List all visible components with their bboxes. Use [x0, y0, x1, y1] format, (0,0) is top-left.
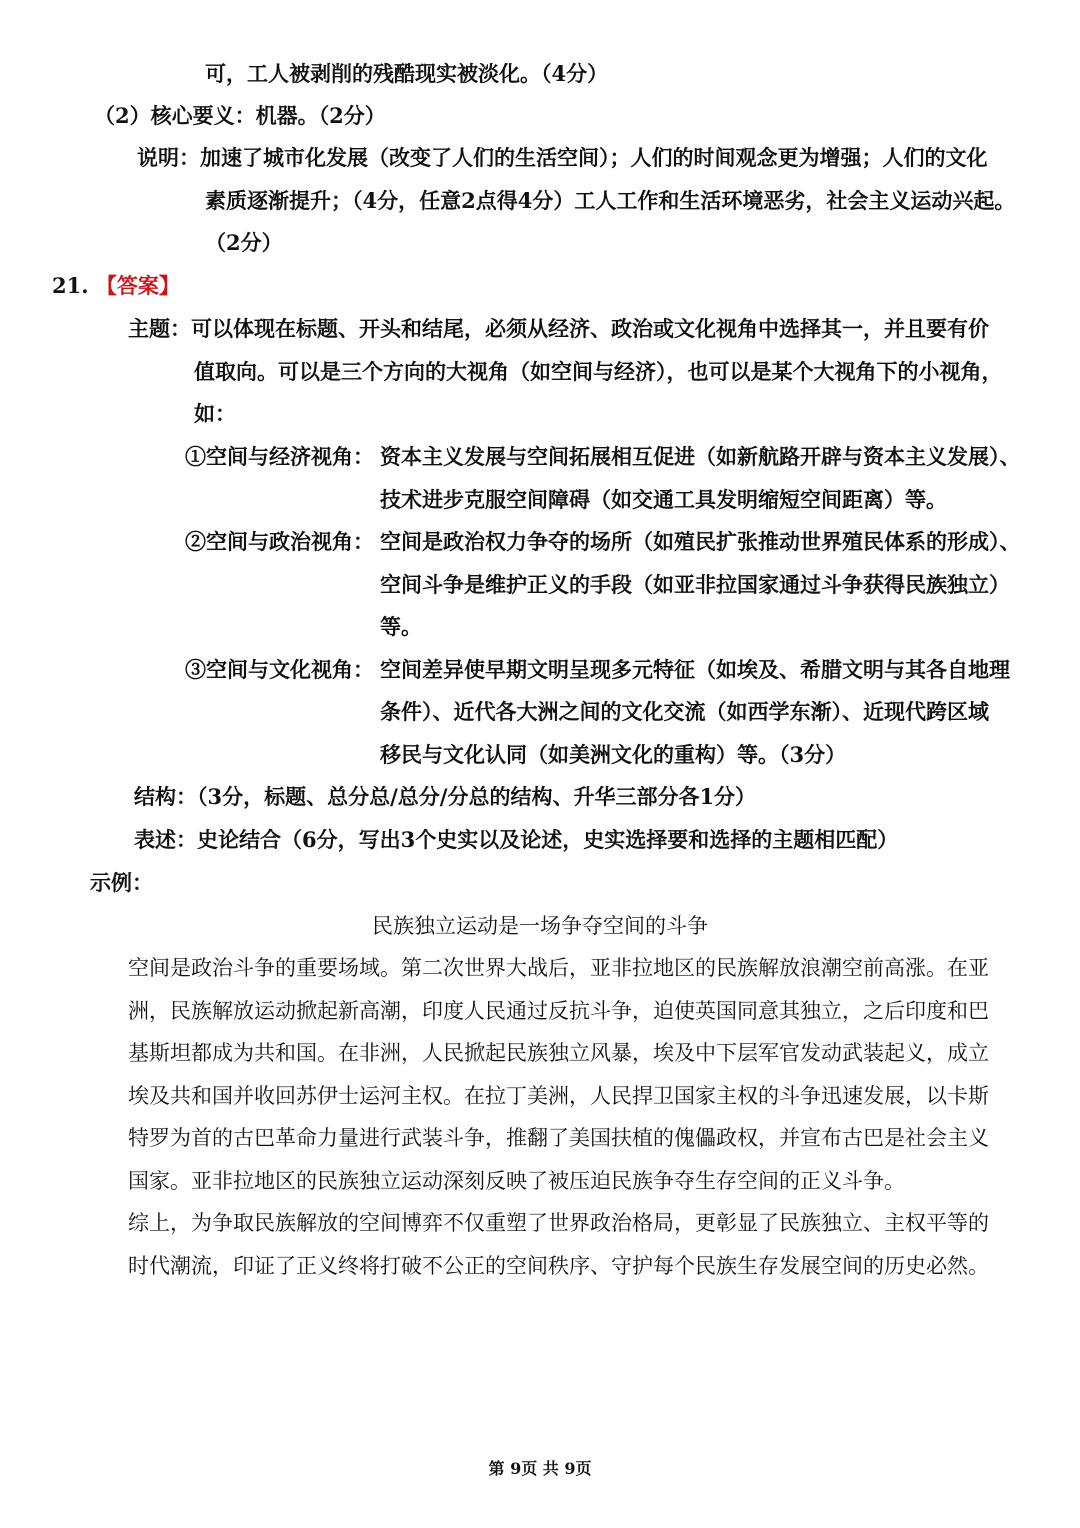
essay-line-7: 综上，为争取民族解放的空间博弈不仅重塑了世界政治格局，更彰显了民族独立、主权平等的 [128, 1211, 989, 1235]
essay-line-3: 基斯坦都成为共和国。在非洲，人民掀起民族独立风暴，埃及中下层军官发动武装起义，成立 [128, 1041, 989, 1065]
q20-line-3: 说明：加速了城市化发展（改变了人们的生活空间）；人们的时间观念更为增强；人们的文化 [137, 145, 988, 170]
example-label: 示例： [90, 870, 153, 895]
essay-line-2: 洲，民族解放运动掀起新高潮，印度人民通过反抗斗争，迫使英国同意其独立，之后印度和巴 [128, 999, 989, 1023]
q20-line-1: 可，工人被剥削的残酷现实被淡化。（4分） [205, 61, 609, 86]
q20-line-5: （2分） [205, 230, 283, 255]
essay-line-6: 国家。亚非拉地区的民族独立运动深刻反映了被压迫民族争夺生存空间的正义斗争。 [128, 1169, 905, 1193]
essay-line-8: 时代潮流，印证了正义终将打破不公正的空间秩序、守护每个民族生存发展空间的历史必然。 [128, 1254, 989, 1278]
cult-line-2: 条件）、近代各大洲之间的文化交流（如西学东渐）、近现代跨区域 [380, 699, 989, 724]
theme-line-2: 值取向。可以是三个方向的大视角（如空间与经济），也可以是某个大视角下的小视角， [194, 359, 1003, 384]
pol-label: ②空间与政治视角： [185, 529, 374, 554]
theme-line-1: 主题：可以体现在标题、开头和结尾，必须从经济、政治或文化视角中选择其一，并且要有价 [128, 316, 989, 341]
essay-title: 民族独立运动是一场争夺空间的斗争 [372, 914, 708, 938]
essay-line-4: 埃及共和国并收回苏伊士运河主权。在拉丁美洲，人民捍卫国家主权的斗争迅速发展，以卡斯 [128, 1084, 989, 1108]
pol-line-2: 空间斗争是维护正义的手段（如亚非拉国家通过斗争获得民族独立） [380, 572, 1010, 597]
econ-line-2: 技术进步克服空间障碍（如交通工具发明缩短空间距离）等。 [380, 487, 947, 512]
essay-line-1: 空间是政治斗争的重要场域。第二次世界大战后，亚非拉地区的民族解放浪潮空前高涨。在亚 [128, 956, 989, 980]
page-number: 第 9页 共 9页 [488, 1459, 592, 1478]
essay-line-5: 特罗为首的古巴革命力量进行武装斗争，推翻了美国扶植的傀儡政权，并宣布古巴是社会主义 [128, 1126, 989, 1150]
pol-line-1: 空间是政治权力争夺的场所（如殖民扩张推动世界殖民体系的形成）、 [380, 529, 1021, 554]
q20-line-4: 素质逐渐提升；（4分，任意2点得4分）工人工作和生活环境恶劣，社会主义运动兴起。 [205, 188, 1016, 213]
econ-label: ①空间与经济视角： [185, 444, 374, 469]
pol-line-3: 等。 [380, 614, 422, 639]
theme-line-3: 如： [194, 401, 236, 426]
structure-line: 结构：（3分，标题、总分总/总分/分总的结构、升华三部分各1分） [134, 784, 757, 809]
q21-header [52, 271, 180, 301]
cult-label: ③空间与文化视角： [185, 657, 374, 682]
question-number: 21. [52, 273, 89, 298]
cult-line-1: 空间差异使早期文明呈现多元特征（如埃及、希腊文明与其各自地理 [380, 657, 1010, 682]
econ-line-1: 资本主义发展与空间拓展相互促进（如新航路开辟与资本主义发展）、 [380, 444, 1021, 469]
cult-line-3: 移民与文化认同（如美洲文化的重构）等。（3分） [380, 742, 847, 767]
answer-label: 【答案】 [95, 273, 180, 298]
q20-line-2: （2）核心要义：机器。（2分） [94, 103, 386, 128]
expression-line: 表述：史论结合（6分，写出3个史实以及论述，史实选择要和选择的主题相匹配） [134, 827, 899, 852]
